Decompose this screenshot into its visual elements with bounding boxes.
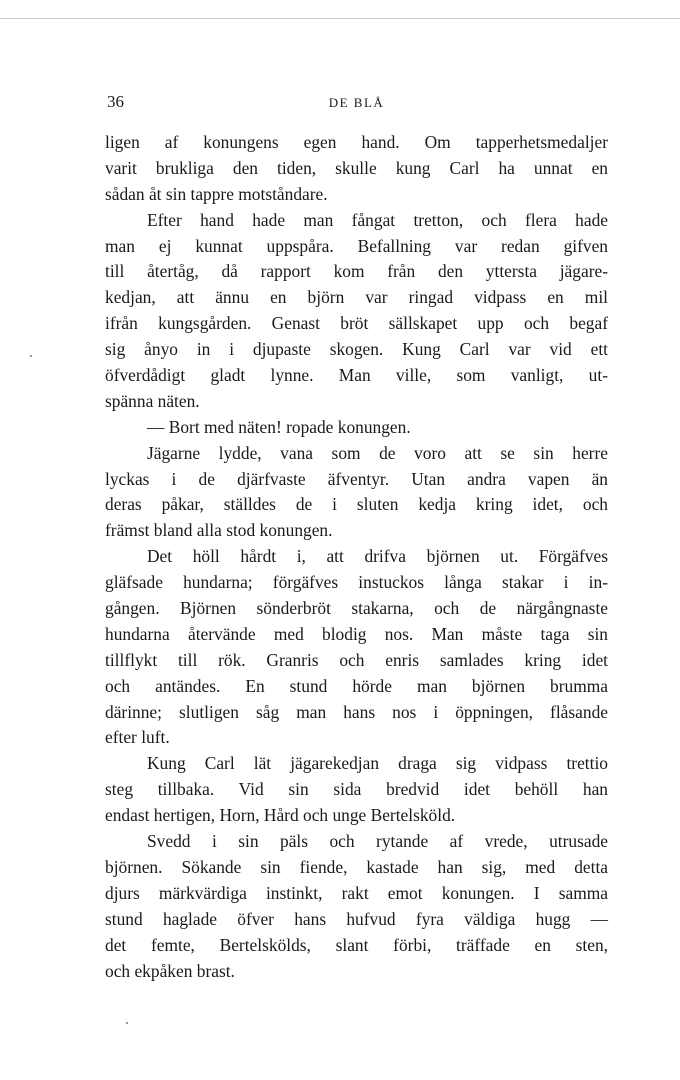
text-line: hundarna återvände med blodig nos. Man måste taga sin: [105, 623, 608, 644]
text-line: varit brukliga den tiden, skulle kung Carl ha unnat en: [105, 157, 608, 178]
text-line: Jägarne lydde, vana som de voro att se sin herre: [147, 442, 608, 463]
text-line: ifrån kungsgården. Genast bröt sällskapet upp och begaf: [105, 313, 608, 334]
scan-speck: [30, 355, 32, 357]
text-line: därinne; slutligen såg man hans nos i öppningen, flåsande: [105, 701, 608, 722]
text-line: Kung Carl lät jägarekedjan draga sig vidpass trettio: [147, 753, 608, 774]
text-line: björnen. Sökande sin fiende, kastade han sig, med detta: [105, 856, 608, 877]
scan-speck: [126, 1022, 128, 1024]
text-line: till återtåg, då rapport kom från den yttersta jägare-: [105, 261, 608, 282]
text-line: spänna näten.: [105, 390, 200, 411]
text-line: Det höll hårdt i, att drifva björnen ut. Förgäfves: [147, 546, 608, 567]
text-line: och antändes. En stund hörde man björnen brumma: [105, 675, 608, 696]
text-line: — Bort med näten! ropade konungen.: [147, 416, 411, 437]
text-line: Efter hand hade man fångat tretton, och flera hade: [147, 209, 608, 230]
running-head: DE BLÅ: [328, 95, 385, 110]
text-line: man ej kunnat uppspåra. Befallning var redan gifven: [105, 235, 608, 256]
text-line: steg tillbaka. Vid sin sida bredvid idet behöll han: [105, 779, 608, 800]
text-line: främst bland alla stod konungen.: [105, 520, 333, 541]
text-line: gången. Björnen sönderbröt stakarna, och de närgångnaste: [105, 598, 608, 619]
text-line: stund haglade öfver hans hufvud fyra väldiga hugg —: [105, 908, 608, 929]
text-line: Svedd i sin päls och rytande af vrede, utrusade: [147, 831, 608, 852]
text-line: gläfsade hundarna; förgäfves instuckos långa stakar i in-: [105, 572, 608, 593]
page-number: 36: [107, 92, 124, 111]
text-line: endast hertigen, Horn, Hård och unge Bertelsköld.: [105, 805, 456, 826]
text-line: och ekpåken brast.: [105, 960, 235, 981]
text-line: lyckas i de djärfvaste äfventyr. Utan andra vapen än: [105, 468, 608, 489]
text-line: ligen af konungens egen hand. Om tapperhetsmedaljer: [105, 132, 608, 152]
body-text: [105, 130, 608, 984]
text-line: öfverdådigt gladt lynne. Man ville, som vanligt, ut-: [105, 365, 608, 386]
text-line: kedjan, att ännu en björn var ringad vidpass en mil: [105, 287, 608, 308]
page-header: [105, 92, 608, 116]
text-line: efter luft.: [105, 727, 170, 748]
text-line: deras påkar, ställdes de i sluten kedja kring idet, och: [105, 494, 608, 515]
text-line: det femte, Bertelskölds, slant förbi, träffade en sten,: [105, 934, 608, 955]
text-line: sådan åt sin tappre motståndare.: [105, 183, 328, 204]
text-line: sig ånyo in i djupaste skogen. Kung Carl var vid ett: [105, 339, 608, 360]
top-scan-rule: [0, 18, 680, 19]
text-line: tillflykt till rök. Granris och enris samlades kring idet: [105, 649, 608, 670]
text-line: djurs märkvärdiga instinkt, rakt emot konungen. I samma: [105, 882, 608, 903]
